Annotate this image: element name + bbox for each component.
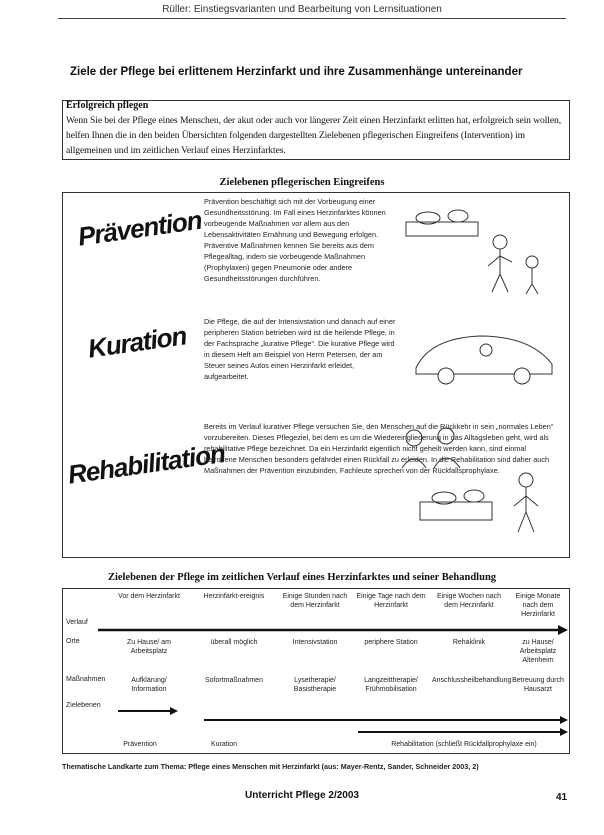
row-label-verlauf: Verlauf <box>66 619 88 626</box>
massnahme-cell: Sofortmaßnahmen <box>205 677 263 684</box>
people-illustration <box>396 424 472 474</box>
meal-illustration <box>402 200 482 240</box>
verlauf-cell: Einige Monate nach dem Herzinfarkt <box>515 593 561 618</box>
ort-cell: überall möglich <box>210 639 258 646</box>
zielebene-rehabilitation: Rehabilitation (schließt Rückfallprophylaxe ein) <box>391 741 537 748</box>
car-illustration <box>410 318 558 388</box>
header-rule <box>58 18 566 19</box>
page-title: Ziele der Pflege bei erlittenem Herzinfarkt und ihre Zusammenhänge untereinander <box>70 66 523 78</box>
row-label-zielebenen: Zielebenen <box>66 702 101 709</box>
stage-word-kuration: Kuration <box>86 320 189 364</box>
stage-text-rehabilitation: Bereits im Verlauf kurativer Pflege versuchen Sie, den Menschen auf die Rückkehr in sein „normales Leben“ vorzubereiten. Dieses Pflegeziel, bei dem es um die Wiedereingliederung in das Alltagsleben geht, wird als rehabilitative Pflege bezeichnet. Da ein Herzinfarkt eigentlich nicht geheilt werden kann, sind einmal betroffene Menschen besonders gefährdet einen Rückfall zu erleiden. In die Rehabilitation sind daher auch Maßnahmen der Prävention einzubinden, Fachleute sprechen von der Rückfallsprophylaxe. <box>204 422 554 475</box>
massnahme-cell: Lysetherapie/ Basistherapie <box>293 677 337 693</box>
stage-text-praevention: Prävention beschäftigt sich mit der Vorbeugung einer Gesundheitsstörung. Im Fall eines Herzinfarktes können vorbeugende Maßnahmen vor allem aus den Lebensaktivitäten Ernährung und Bewegung erfolgen. Präventive Maßnahmen kennen Sie bereits aus dem Pflegealltag, indem sie vorbeugende Maßnahmen (Prophylaxen) gegen Pneumonie oder andere Gesundheitsstörungen durchführen. <box>204 197 386 283</box>
massnahme-cell: Betreuung durch Hausarzt <box>512 677 564 693</box>
footer: Unterricht Pflege 2/2003 <box>245 790 359 801</box>
ort-cell: Zu Hause/ am Arbeitsplatz <box>127 639 171 655</box>
stage-word-praevention: Prävention <box>76 204 204 252</box>
food-illustration <box>414 478 498 526</box>
page-number: 41 <box>556 792 568 803</box>
row-label-massnahmen: Maßnahmen <box>66 676 106 683</box>
verlauf-cell: Einige Stunden nach dem Herzinfarkt <box>282 593 348 609</box>
row-label-orte: Orte <box>66 638 80 645</box>
ort-cell: Rehaklinik <box>452 639 486 646</box>
intro-label: Erfolgreich pflegen <box>66 100 149 111</box>
verlauf-cell: Herzinfarkt-ereignis <box>203 593 265 600</box>
person-illustration <box>504 470 550 534</box>
section2-title: Zielebenen der Pflege im zeitlichen Verlauf eines Herzinfarktes und seiner Behandlung <box>107 572 497 583</box>
figure-caption: Thematische Landkarte zum Thema: Pflege eines Menschen mit Herzinfarkt (aus: Mayer-Rentz, Sander, Schneider 2003, 2) <box>62 762 479 771</box>
section1-title: Zielebenen pflegerischen Eingreifens <box>219 177 385 188</box>
stage-word-rehabilitation: Rehabilitation <box>66 438 227 490</box>
rehabilitation-arrow <box>358 724 568 734</box>
intro-text: Wenn Sie bei der Pflege eines Menschen, der akut oder auch vor längerer Zeit einen Herzinfarkt erlitten hat, erfolgreich sein wollen, helfen Ihnen die in den beiden Übersichten folgenden dargestellten Zielebenen pflegerischen Eingreifens (Intervention) im allgemeinen und im zeitlichen Verlauf eines Herzinfarktes. <box>66 115 561 156</box>
person-walking-illustration <box>480 232 552 296</box>
verlauf-cell: Einige Tage nach dem Herzinfarkt <box>356 593 426 609</box>
ort-cell: Intensivstation <box>292 639 338 646</box>
ort-cell: periphere Station <box>364 639 418 646</box>
zielebene-kuration: Kuration <box>210 741 238 748</box>
running-head: Rüller: Einstiegsvarianten und Bearbeitung von Lernsituationen <box>162 4 442 15</box>
kuration-arrow <box>204 712 568 722</box>
verlauf-cell: Vor dem Herzinfarkt <box>118 593 180 600</box>
stage-text-kuration: Die Pflege, die auf der Intensivstation und danach auf einer peripheren Station betrieben wird ist die heilende Pflege, in der Fachsprache „kurative Pflege“. Die kurative Pflege wird in diesem Heft am Beispiel von Herrn Petersen, der am Steuer seines Autos einen Herzinfarkt erleidet, aufgearbeitet. <box>204 317 396 381</box>
verlauf-arrow <box>98 622 568 632</box>
verlauf-cell: Einige Wochen nach dem Herzinfarkt <box>436 593 502 609</box>
massnahme-cell: Langzeittherapie/ Frühmobilisation <box>364 677 418 693</box>
massnahme-cell: Anschlussheilbehandlung <box>432 677 512 684</box>
massnahme-cell: Aufklärung/ Information <box>131 677 167 693</box>
ort-cell: zu Hause/ Arbeitsplatz Altenheim <box>519 639 557 664</box>
zielebene-praevention: Prävention <box>123 741 157 748</box>
praevention-arrow <box>118 703 178 713</box>
